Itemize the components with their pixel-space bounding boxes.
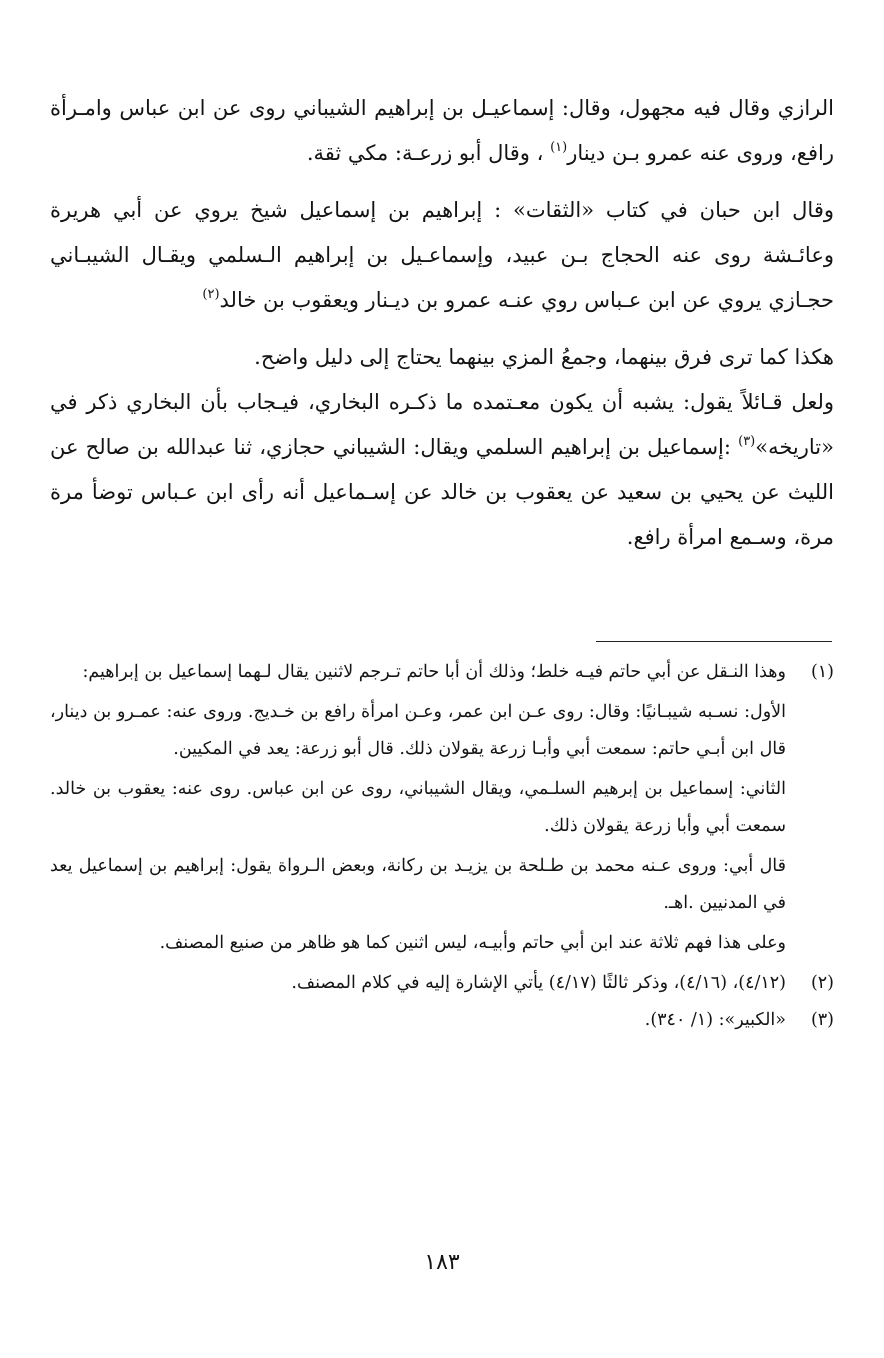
paragraph-3: هكذا كما ترى فرق بينهما، وجمعُ المزي بينهما يحتاج إلى دليل واضح. xyxy=(254,345,834,369)
footnote-3-body: «الكبير»: (١/ ٣٤٠). xyxy=(644,1010,786,1030)
paragraph-2 xyxy=(50,188,834,323)
paragraph-4-text-b: :إسماعيل بن إبراهيم السلمي ويقال: الشيباني حجازي، ثنا عبدالله بن صالح عن الليث عن يحيي بن سعيد عن يعقوب بن خالد عن إسـماعيل أنه رأى ابن عـباس توضأ مرة مرة، وسـمع امرأة رافع. xyxy=(50,435,834,549)
main-text xyxy=(50,86,834,572)
footnote-2-body: (٤/١٢)، (٤/١٦)، وذكر ثالثًا (٤/١٧) يأتي الإشارة إليه في كلام المصنف. xyxy=(291,973,786,993)
footnotes xyxy=(50,654,834,1039)
footnote-ref-3[interactable]: (٣) xyxy=(738,434,756,449)
paragraph-1-text-a: الرازي وقال فيه مجهول، وقال: إسماعيـل بن إبراهيم الشيباني روى عن ابن عباس وامـرأة رافع، وروى عنه عمرو بـن دينار xyxy=(50,96,834,165)
paragraph-2-text: وقال ابن حبان في كتاب «الثقات» : إبراهيم بن إسماعيل شيخ يروي عن أبي هريرة وعائـشة روى عنه الحجاج بـن عبيد، وإسماعـيل بن إبراهيم الـسلمي ويقـال الشيبـاني حجـازي يروي عن ابن عـباس روي عنـه عمرو بن ديـنار ويعقوب بن خالد xyxy=(50,198,834,312)
paragraph-4-text-a: ولعل قـائلاً يقول: يشبه أن يكون معـتمده ما ذكـره البخاري، فيـجاب بأن البخاري ذكر في «تاريخه» xyxy=(50,390,834,459)
footnote-1-para-4: قال أبي: وروى عـنه محمد بن طـلحة بن يزيـد بن ركانة، وبعض الـرواة يقول: إبراهيم بن إسماعيل يعد في المدنيين .اهـ. xyxy=(50,856,786,913)
footnote-1-para-5: وعلى هذا فهم ثلاثة عند ابن أبي حاتم وأبيـه، ليس اثنين كما هو ظاهر من صنيع المصنف. xyxy=(159,933,786,953)
footnote-3-number: (٣) xyxy=(810,1010,834,1030)
footnote-ref-1[interactable]: (١) xyxy=(550,140,568,155)
footnote-separator xyxy=(596,641,832,642)
footnote-2 xyxy=(50,965,834,1002)
footnote-1 xyxy=(50,654,834,965)
footnote-3 xyxy=(50,1002,834,1039)
paragraph-1 xyxy=(50,86,834,176)
footnote-1-para-1: وهذا النـقل عن أبي حاتم فيـه خلط؛ وذلك أن أبا حاتم تـرجم لاثنين يقال لـهما إسماعيل بن إبراهيم: xyxy=(82,662,786,682)
footnote-2-number: (٢) xyxy=(810,973,834,993)
paragraph-1-text-b: ، وقال أبو زرعـة: مكي ثقة. xyxy=(306,141,551,165)
footnote-1-para-3: الثاني: إسماعيل بن إبرهيم السلـمي، ويقال الشيباني، روى عن ابن عباس. روى عنه: يعقوب بن خالد. سمعت أبي وأبا زرعة يقولان ذلك. xyxy=(50,779,786,836)
footnote-ref-2[interactable]: (٢) xyxy=(202,287,220,302)
paragraph-4 xyxy=(50,380,834,560)
footnote-1-para-2: الأول: نسـبه شيبـانيًا: وقال: روى عـن ابن عمر، وعـن امرأة رافع بن خـديج. وروى عنه: عمـرو بن دينار، قال ابن أبـي حاتم: سمعت أبي وأبـا زرعة يقولان ذلك. قال أبو زرعة: يعد في المكيين. xyxy=(50,702,786,759)
footnote-1-number: (١) xyxy=(810,662,834,682)
footnote-1-body xyxy=(50,654,786,965)
page-number: ١٨٣ xyxy=(424,1250,460,1275)
